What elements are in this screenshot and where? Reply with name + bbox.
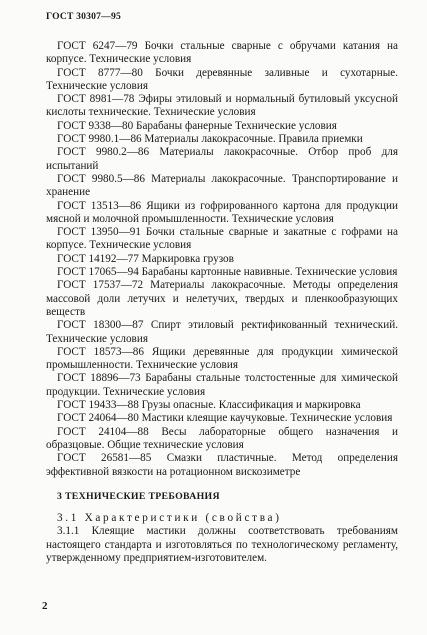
reference-item: ГОСТ 6247—79 Бочки стальные сварные с обручами катания на корпусе. Технические условия xyxy=(46,40,398,66)
page-header: ГОСТ 30307—95 xyxy=(46,11,121,22)
section-heading: 3 ТЕХНИЧЕСКИЕ ТРЕБОВАНИЯ xyxy=(57,490,220,502)
reference-item: ГОСТ 24064—80 Мастики клеящие каучуковые. Технические условия xyxy=(57,412,393,425)
reference-item: ГОСТ 9980.1—86 Материалы лакокрасочные. Правила приемки xyxy=(57,133,363,146)
reference-item: ГОСТ 17065—94 Барабаны картонные навивные. Технические условия xyxy=(57,266,398,279)
reference-item: ГОСТ 9980.5—86 Материалы лакокрасочные. Транспортирование и хранение xyxy=(46,172,398,199)
reference-item: ГОСТ 14192—77 Маркировка грузов xyxy=(57,252,234,265)
body-paragraph: 3.1.1 Клеящие мастики должны соответствовать требованиям настоящего стандарта и изготовляться по технологическому регламенту, утвержденному предприятием-изготовителем. xyxy=(46,525,398,564)
reference-item: ГОСТ 9980.2—86 Материалы лакокрасочные. Отбор проб для испытаний xyxy=(46,146,398,172)
reference-item: ГОСТ 13513—86 Ящики из гофрированного картона для продукции мясной и молочной промышленности. Технические условия xyxy=(46,199,398,225)
reference-item: ГОСТ 18573—86 Ящики деревянные для продукции химической промышленности. Технические условия xyxy=(46,345,398,372)
reference-item: ГОСТ 19433—88 Грузы опасные. Классификация и маркировка xyxy=(57,399,361,412)
reference-item: ГОСТ 18896—73 Барабаны стальные толстостенные для химической продукции. Технические условия xyxy=(46,372,398,398)
reference-item: ГОСТ 9338—80 Барабаны фанерные Технические условия xyxy=(57,119,337,132)
reference-item: ГОСТ 18300—87 Спирт этиловый ректификованный технический. Технические условия xyxy=(46,319,398,345)
page-number: 2 xyxy=(42,600,48,612)
subsection-heading: 3.1 Характеристики (свойства) xyxy=(57,512,282,525)
reference-item: ГОСТ 24104—88 Весы лабораторные общего назначения и образцовые. Общие технические условия xyxy=(46,425,398,451)
reference-item: ГОСТ 8777—80 Бочки деревянные заливные и сухотарные. Технические условия xyxy=(46,66,398,92)
reference-item: ГОСТ 8981—78 Эфиры этиловый и нормальный бутиловый уксусной кислоты технические. Технические условия xyxy=(46,93,398,119)
document-body xyxy=(46,40,398,565)
reference-item: ГОСТ 13950—91 Бочки стальные сварные и закатные с гофрами на корпусе. Технические условия xyxy=(46,226,398,252)
reference-item: ГОСТ 17537—72 Материалы лакокрасочные. Методы определения массовой доли летучих и нелетучих, твердых и пленкообразующих веществ xyxy=(46,279,398,318)
reference-item: ГОСТ 26581—85 Смазки пластичные. Метод определения эффективной вязкости на ротационном вискозиметре xyxy=(46,452,398,478)
reference-list xyxy=(46,40,398,479)
